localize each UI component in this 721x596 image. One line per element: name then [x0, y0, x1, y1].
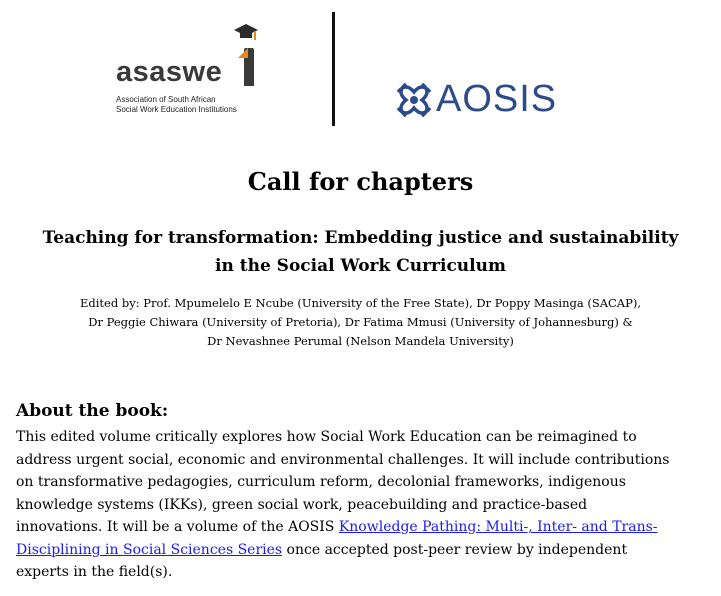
asaswe-one-mark [244, 48, 254, 86]
asaswe-subtitle [116, 95, 276, 115]
body-line: knowledge systems (IKKs), green social work, peacebuilding and practice-based [16, 496, 588, 513]
asaswe-wordmark: asaswe [116, 56, 223, 88]
series-link[interactable]: Knowledge Pathing: Multi-, Inter- and Trans- [338, 519, 658, 535]
body-text-span: innovations. It will be a volume of the AOSIS [16, 519, 339, 535]
body-line [16, 539, 716, 562]
asaswe-sub-line: Association of South African [116, 95, 216, 104]
graduation-cap-icon [234, 22, 258, 44]
body-line: on transformative pedagogies, curriculum reform, decolonial frameworks, indigenous [16, 474, 626, 490]
aosis-wordmark: AOSIS [436, 78, 558, 120]
logo-divider [332, 12, 335, 126]
body-line: This edited volume critically explores how Social Work Education can be reimagined to [16, 429, 637, 445]
body-text-span: once accepted post-peer review by independent [282, 541, 628, 558]
about-heading: About the book: [16, 401, 169, 421]
body-line [16, 516, 716, 539]
body-line: address urgent social, economic and environmental challenges. It will include contributions [16, 451, 670, 468]
book-title-line: Teaching for transformation: Embedding justice and sustainability [42, 228, 679, 248]
editors-line: Dr Nevashnee Perumal (Nelson Mandela University) [207, 334, 514, 348]
editors-line: Edited by: Prof. Mpumelelo E Ncube (University of the Free State), Dr Poppy Masinga (SACAP), [79, 296, 641, 310]
book-title-line: in the Social Work Curriculum [215, 256, 506, 276]
series-link-continued[interactable]: Disciplining in Social Sciences Series [16, 541, 283, 558]
about-body [16, 426, 716, 584]
editors-line: Dr Peggie Chiwara (University of Pretoria), Dr Fatima Mmusi (University of Johannesburg) & [88, 315, 633, 329]
asaswe-logo [116, 20, 266, 120]
logo-header [0, 0, 721, 140]
aosis-knot-icon [394, 80, 434, 120]
editors-block [0, 294, 721, 351]
asaswe-sub-line: Social Work Education Institutions [116, 105, 237, 114]
book-title [0, 224, 721, 280]
body-line: experts in the field(s). [16, 564, 173, 580]
page-title: Call for chapters [247, 167, 474, 196]
